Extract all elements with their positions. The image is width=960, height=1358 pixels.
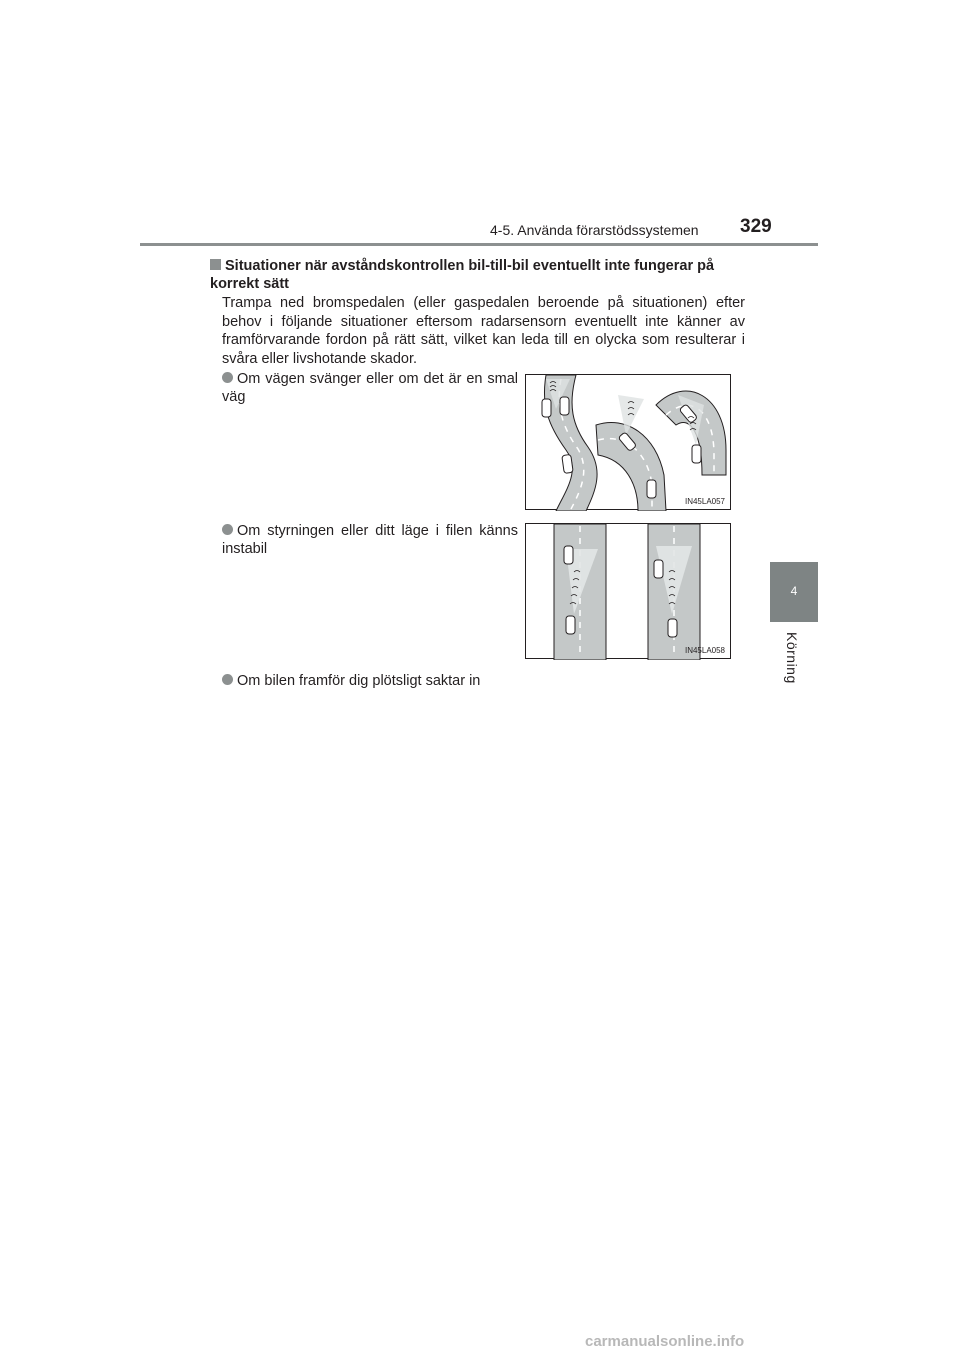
circle-bullet-icon	[222, 372, 233, 383]
straight-lanes-illustration	[526, 524, 732, 660]
bullet-item-sudden-braking	[222, 672, 582, 690]
body-paragraph: Trampa ned bromspedalen (eller gaspedalen beroende på situationen) efter behov i följande situationer eftersom radarsensorn eventuellt inte känner av framförvarande fordon på rätt sätt, vilket kan leda till en olycka som resulterar i svåra eller livshotande skador.	[222, 295, 745, 367]
curved-roads-illustration	[526, 375, 732, 511]
bullet-text: Om bilen framför dig plötsligt saktar in	[237, 673, 481, 689]
bullet-text: Om styrningen eller ditt läge i filen känns instabil	[222, 523, 518, 557]
circle-bullet-icon	[222, 524, 233, 535]
bullet-item-unstable-steering	[222, 522, 518, 558]
watermark: carmanualsonline.info	[585, 1333, 745, 1350]
circle-bullet-icon	[222, 674, 233, 685]
chapter-tab	[770, 562, 818, 622]
bullet-text: Om vägen svänger eller om det är en smal väg	[222, 371, 518, 405]
square-bullet-icon	[210, 259, 221, 270]
section-heading	[210, 257, 750, 293]
figure-code: IN45LA058	[684, 646, 725, 655]
figure-straight-lanes	[525, 523, 731, 659]
page-number: 329	[740, 216, 772, 237]
figure-code: IN45LA057	[684, 497, 725, 506]
section-title: 4-5. Använda förarstödssystemen	[490, 222, 699, 238]
chapter-number: 4	[790, 584, 798, 598]
figure-curved-roads	[525, 374, 731, 510]
chapter-label: Körning	[784, 632, 800, 684]
header-rule	[140, 243, 818, 246]
bullet-item-curved-road	[222, 370, 518, 406]
heading-text: Situationer när avståndskontrollen bil-till-bil eventuellt inte fungerar på korrekt sätt	[210, 258, 715, 292]
